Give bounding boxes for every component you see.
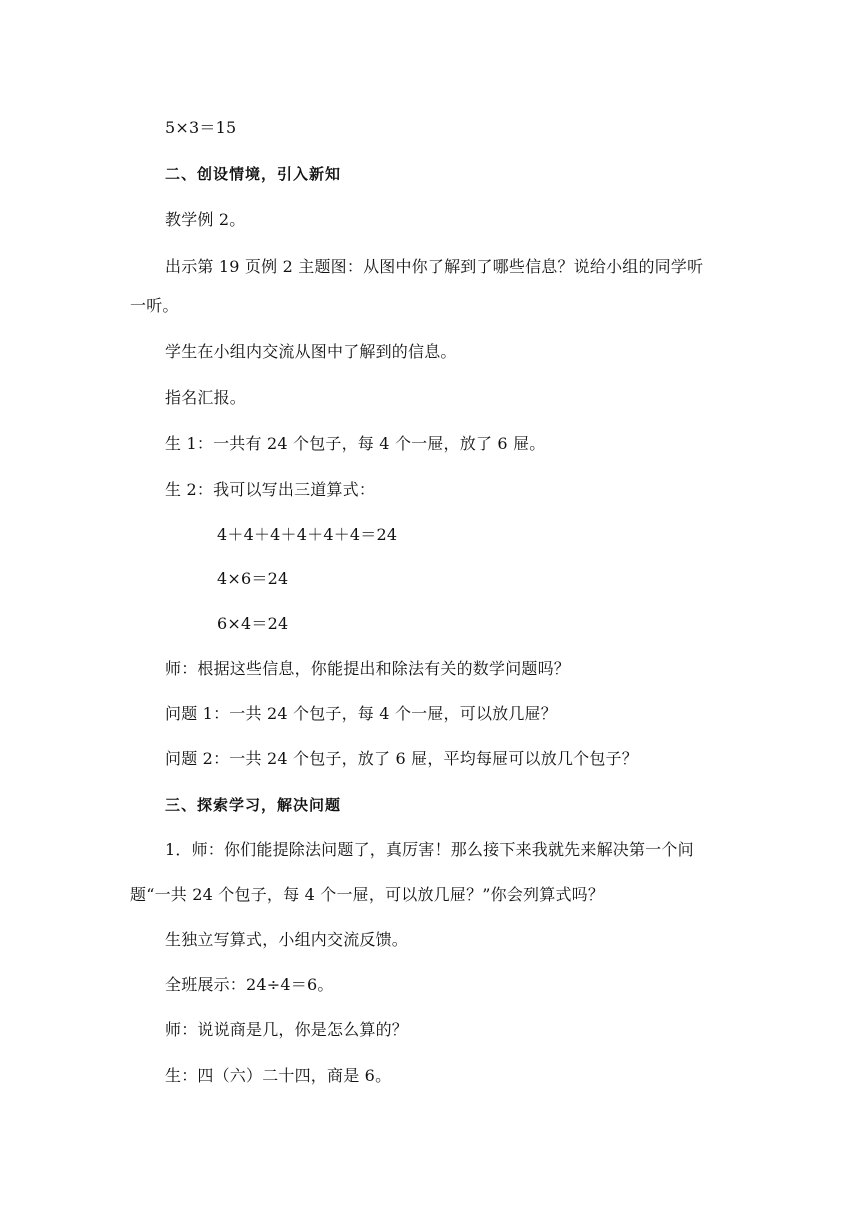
paragraph-line: 教学例 2。 [165,210,246,229]
paragraph-line: 1．师：你们能提除法问题了，真厉害！那么接下来我就先来解决第一个问 [165,840,694,859]
section-heading: 三、探索学习，解决问题 [165,796,342,814]
paragraph-line: 问题 1：一共 24 个包子，每 4 个一屉，可以放几屉？ [165,704,557,723]
paragraph-line: 全班展示：24÷4＝6。 [165,975,334,994]
equation-line: 6×4＝24 [217,614,289,633]
paragraph-line: 师：根据这些信息，你能提出和除法有关的数学问题吗？ [165,659,571,678]
paragraph-line: 问题 2：一共 24 个包子，放了 6 屉，平均每屉可以放几个包子？ [165,749,638,768]
paragraph-line: 指名汇报。 [165,388,247,407]
paragraph-line: 生 1：一共有 24 个包子，每 4 个一屉，放了 6 屉。 [165,434,546,453]
paragraph-line: 生：四（六）二十四，商是 6。 [165,1066,392,1085]
equation-line: 4×6＝24 [217,569,289,588]
paragraph-line: 一听。 [130,296,179,315]
paragraph-line: 生独立写算式，小组内交流反馈。 [165,930,409,949]
equation-line: 4＋4＋4＋4＋4＋4＝24 [217,525,398,544]
paragraph-line: 学生在小组内交流从图中了解到的信息。 [165,342,457,361]
paragraph-line: 题“一共 24 个包子，每 4 个一屉，可以放几屉？”你会列算式吗？ [130,885,605,904]
equation-line: 5×3＝15 [165,118,237,137]
paragraph-line: 生 2：我可以写出三道算式： [165,480,376,499]
section-heading: 二、创设情境，引入新知 [165,165,342,183]
paragraph-line: 出示第 19 页例 2 主题图：从图中你了解到了哪些信息？说给小组的同学听 [165,257,704,276]
paragraph-line: 师：说说商是几，你是怎么算的？ [165,1020,409,1039]
